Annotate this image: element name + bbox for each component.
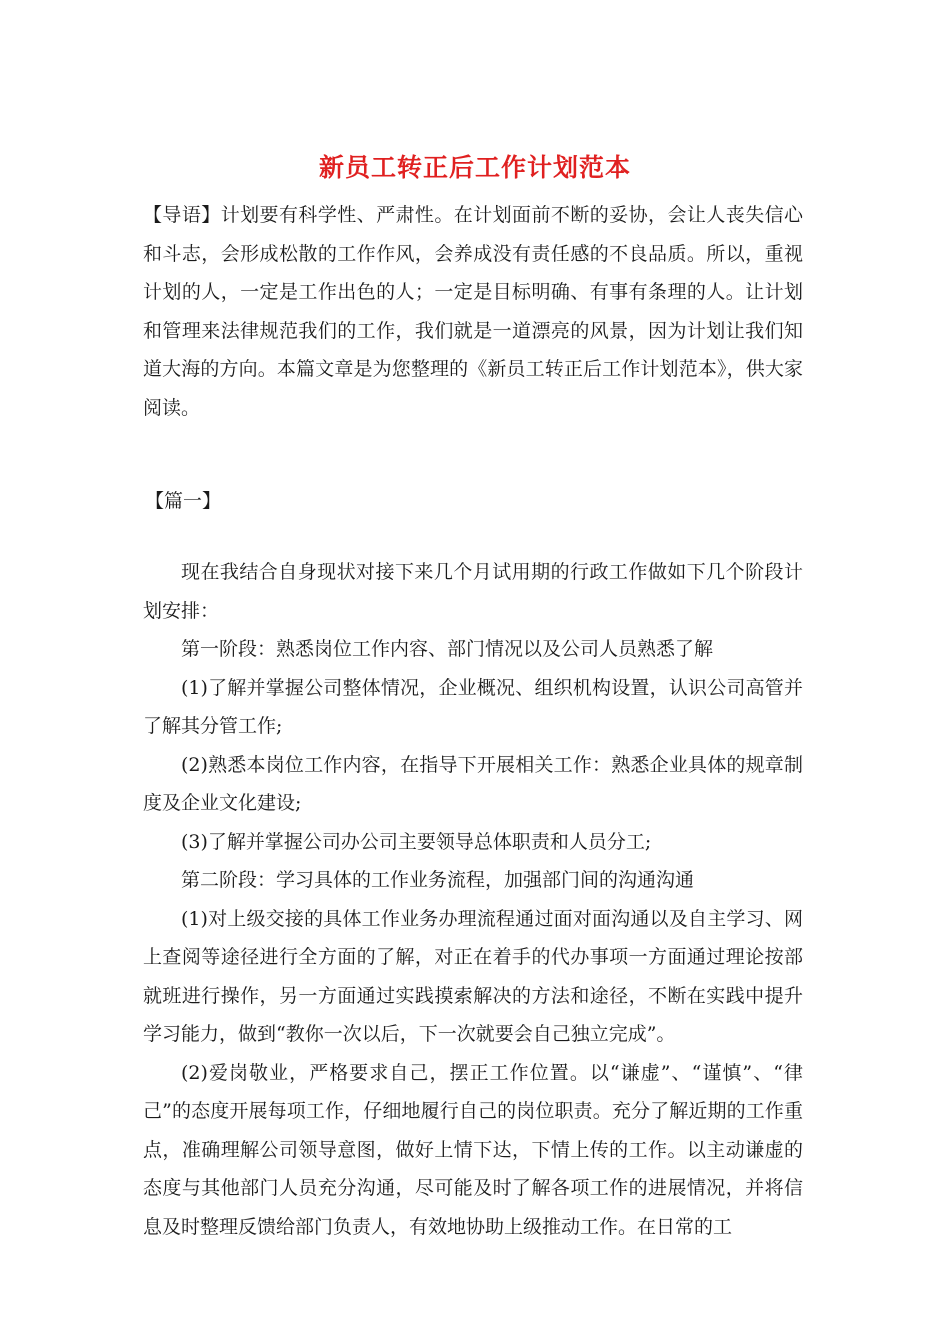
body-paragraph: (3)了解并掌握公司办公司主要领导总体职责和人员分工;: [181, 830, 652, 853]
body-paragraph: 现在我结合自身现状对接下来几个月试用期的行政工作做如下几个阶段计划安排：: [143, 561, 803, 622]
body-paragraph: 第二阶段：学习具体的工作业务流程，加强部门间的沟通沟通: [181, 869, 695, 891]
intro-paragraph: 【导语】计划要有科学性、严肃性。在计划面前不断的妥协，会让人丧失信心和斗志，会形成松散的工作作风，会养成没有责任感的不良品质。所以，重视计划的人，一定是工作出色的人；一定是目标明确、有事有条理的人。让计划和管理来法律规范我们的工作，我们就是一道漂亮的风景，因为计划让我们知道大海的方向。本篇文章是为您整理的《新员工转正后工作计划范本》，供大家阅读。: [143, 204, 803, 419]
section-label: 【篇一】: [145, 490, 222, 512]
document-body: [143, 553, 803, 1246]
body-paragraph: (1)对上级交接的具体工作业务办理流程通过面对面沟通以及自主学习、网上查阅等途径进行全方面的了解，对正在着手的代办事项一方面通过理论按部就班进行操作，另一方面通过实践摸索解决的方法和途径，不断在实践中提升学习能力，做到“教你一次以后，下一次就要会自己独立完成”。: [143, 907, 803, 1045]
body-paragraph: (2)爱岗敬业，严格要求自己，摆正工作位置。以“谦虚”、“谨慎”、“律己”的态度开展每项工作，仔细地履行自己的岗位职责。充分了解近期的工作重点，准确理解公司领导意图，做好上情下达，下情上传的工作。以主动谦虚的态度与其他部门人员充分沟通，尽可能及时了解各项工作的进展情况，并将信息及时整理反馈给部门负责人，有效地协助上级推动工作。在日常的工: [143, 1061, 803, 1238]
body-paragraph: (2)熟悉本岗位工作内容，在指导下开展相关工作：熟悉企业具体的规章制度及企业文化建设;: [143, 753, 803, 814]
body-paragraph: 第一阶段：熟悉岗位工作内容、部门情况以及公司人员熟悉了解: [181, 638, 714, 660]
body-paragraph: (1)了解并掌握公司整体情况，企业概况、组织机构设置，认识公司高管并了解其分管工作;: [143, 676, 803, 737]
document-title: 新员工转正后工作计划范本: [318, 153, 631, 182]
